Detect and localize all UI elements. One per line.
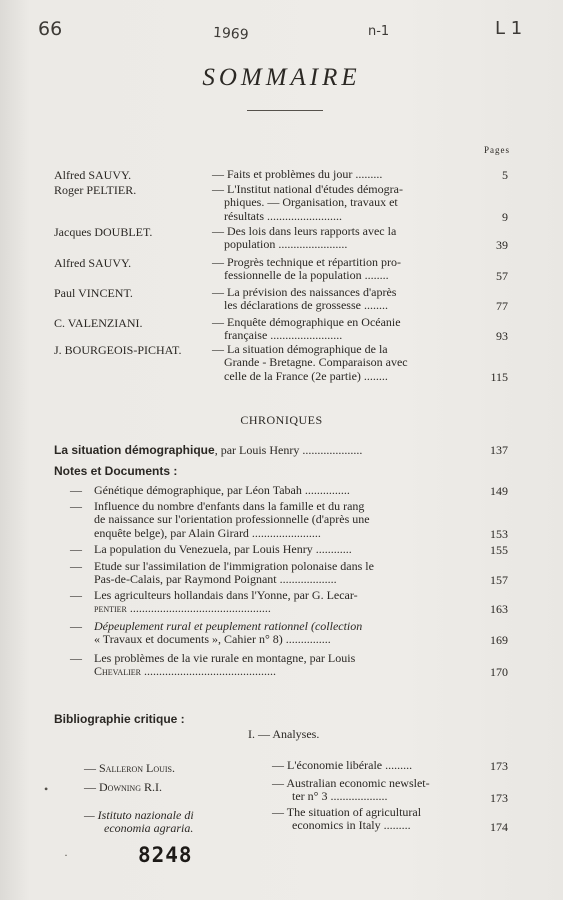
toc-author: Alfred SAUVY. (54, 168, 132, 182)
note-line: Influence du nombre d'enfants dans la famille et du rang (94, 499, 365, 513)
toc-page: 5 (502, 168, 508, 182)
toc-title (212, 286, 482, 313)
bib-page: 173 (490, 759, 508, 773)
note-entry: — Etude sur l'assimilation de l'immigration polonaise dans le Pas-de-Calais, par Raymond Poignant ................... (70, 560, 475, 587)
toc-title-line: Grande - Bretagne. Comparaison avec (224, 355, 408, 370)
note-line: « Travaux et documents », Cahier n° 8) ............... (94, 632, 331, 647)
analyses-heading (248, 727, 319, 742)
toc-author: J. BOURGEOIS-PICHAT. (54, 343, 182, 357)
bib-title (272, 759, 482, 772)
toc-title-line: résultats ......................... (224, 208, 342, 223)
inventory-stamp: 8248 (138, 843, 193, 867)
analyses-heading-text: I. — Analyses. (248, 727, 320, 741)
situation-label: La situation démographique (54, 443, 215, 457)
toc-title (212, 225, 482, 252)
toc-title-line: — La situation démographique de la (212, 342, 388, 356)
toc-author: Jacques DOUBLET. (54, 225, 153, 239)
toc-page: 93 (496, 329, 508, 343)
bib-title-line: ter n° 3 ................... (292, 789, 388, 804)
bib-page: 174 (490, 820, 508, 834)
toc-page: 9 (502, 210, 508, 224)
note-entry: — Influence du nombre d'enfants dans la famille et du rang de naissance sur l'orientation professionnelle (d'après une enquête belge), par Alain Girard ....................... (70, 500, 475, 540)
note-line: de naissance sur l'orientation professionnelle (d'après une (94, 512, 370, 527)
note-line: Les agriculteurs hollandais dans l'Yonne, par G. Lecar- (94, 588, 358, 602)
toc-title (212, 168, 482, 181)
note-page: 170 (490, 665, 508, 679)
toc-title (212, 343, 482, 383)
bib-page: 173 (490, 791, 508, 805)
toc-page: 39 (496, 238, 508, 252)
situation-entry (54, 443, 362, 458)
bib-author: — Salleron Louis. (84, 761, 175, 775)
bib-title (272, 806, 482, 833)
page-title: SOMMAIRE (202, 64, 361, 91)
bib-title-line: — The situation of agricultural (272, 805, 422, 819)
handwritten-year: 1969 (212, 24, 250, 44)
bib-author: — Downing R.I. (84, 780, 162, 794)
note-page: 163 (490, 602, 508, 616)
note-line: Pas-de-Calais, par Raymond Poignant ................... (94, 572, 337, 587)
note-line: Les problèmes de la vie rurale en montagne, par Louis (94, 651, 356, 665)
toc-page: 77 (496, 299, 508, 313)
note-line: enquête belge), par Alain Girard ....................... (94, 525, 321, 540)
situation-page: 137 (490, 443, 508, 457)
toc-title-line: — Progrès technique et répartition pro- (212, 255, 401, 269)
note-line: Génétique démographique, par Léon Tabah ............... (94, 483, 350, 497)
toc-title (212, 316, 482, 343)
note-line: La population du Venezuela, par Louis Henry ............ (94, 542, 352, 556)
toc-title-line: — L'Institut national d'études démogra- (212, 182, 403, 196)
note-entry: — Dépeuplement rural et peuplement rationnel (collection « Travaux et documents », Cahier n° 8) ............... (70, 620, 475, 647)
note-page: 157 (490, 573, 508, 587)
toc-title-line: — Faits et problèmes du jour ......... (212, 167, 383, 181)
pages-column-label: Pages (484, 145, 510, 155)
notes-heading: Notes et Documents : (54, 464, 178, 478)
margin-mark: · (64, 848, 68, 862)
situation-author: , par Louis Henry .................... (214, 443, 363, 457)
toc-title-line: — La prévision des naissances d'après (212, 285, 397, 299)
toc-title (212, 183, 482, 223)
title-rule (247, 110, 323, 111)
note-page: 153 (490, 527, 508, 541)
toc-title-line: fessionnelle de la population ........ (224, 268, 389, 283)
toc-page: 57 (496, 269, 508, 283)
toc-author: Roger PELTIER. (54, 183, 137, 197)
toc-title-line: celle de la France (2e partie) ........ (224, 368, 388, 383)
bib-title (272, 777, 482, 804)
note-line: Etude sur l'assimilation de l'immigration polonaise dans le (94, 559, 374, 573)
toc-page: 115 (490, 370, 508, 384)
note-entry: — Génétique démographique, par Léon Tabah ............... (70, 483, 350, 497)
margin-mark: • (44, 782, 49, 796)
toc-title-line: — Des lois dans leurs rapports avec la (212, 224, 397, 238)
toc-author: Alfred SAUVY. (54, 256, 132, 270)
bib-author: — Istituto nazionale di (84, 808, 194, 822)
note-line: Dépeuplement rural et peuplement rationnel (collection (94, 619, 363, 633)
toc-author: C. VALENZIANI. (54, 316, 143, 330)
chroniques-heading: CHRONIQUES (240, 413, 323, 427)
bib-title-line: — Australian economic newslet- (272, 776, 430, 790)
bib-author-line2: economia agraria. (104, 821, 194, 835)
note-line: pentier ............................................... (94, 601, 271, 616)
toc-title-line: population ....................... (224, 237, 348, 252)
note-page: 155 (490, 543, 508, 557)
handwritten-page-number: 66 (38, 18, 63, 40)
note-line: Chevalier ............................................ (94, 664, 276, 679)
bib-title-line: — L'économie libérale ......... (272, 758, 413, 772)
note-entry: — Les problèmes de la vie rurale en montagne, par Louis Chevalier ............................................ (70, 652, 475, 679)
note-entry: — La population du Venezuela, par Louis Henry ............ (70, 542, 352, 556)
bibliography-heading: Bibliographie critique : (54, 712, 185, 726)
handwritten-issue: n-1 (368, 24, 390, 39)
toc-title (212, 256, 482, 283)
note-entry: — Les agriculteurs hollandais dans l'Yonne, par G. Lecar- pentier ............................................... (70, 589, 475, 616)
handwritten-volume: L 1 (495, 18, 523, 39)
toc-title-line: phiques. — Organisation, travaux et (224, 195, 398, 210)
toc-title-line: — Enquête démographique en Océanie (212, 315, 401, 329)
note-page: 149 (490, 484, 508, 498)
toc-author: Paul VINCENT. (54, 286, 133, 300)
note-page: 169 (490, 633, 508, 647)
toc-title-line: française ........................ (224, 328, 343, 343)
bib-title-line: economics in Italy ......... (292, 818, 411, 833)
toc-title-line: les déclarations de grossesse ........ (224, 298, 388, 313)
